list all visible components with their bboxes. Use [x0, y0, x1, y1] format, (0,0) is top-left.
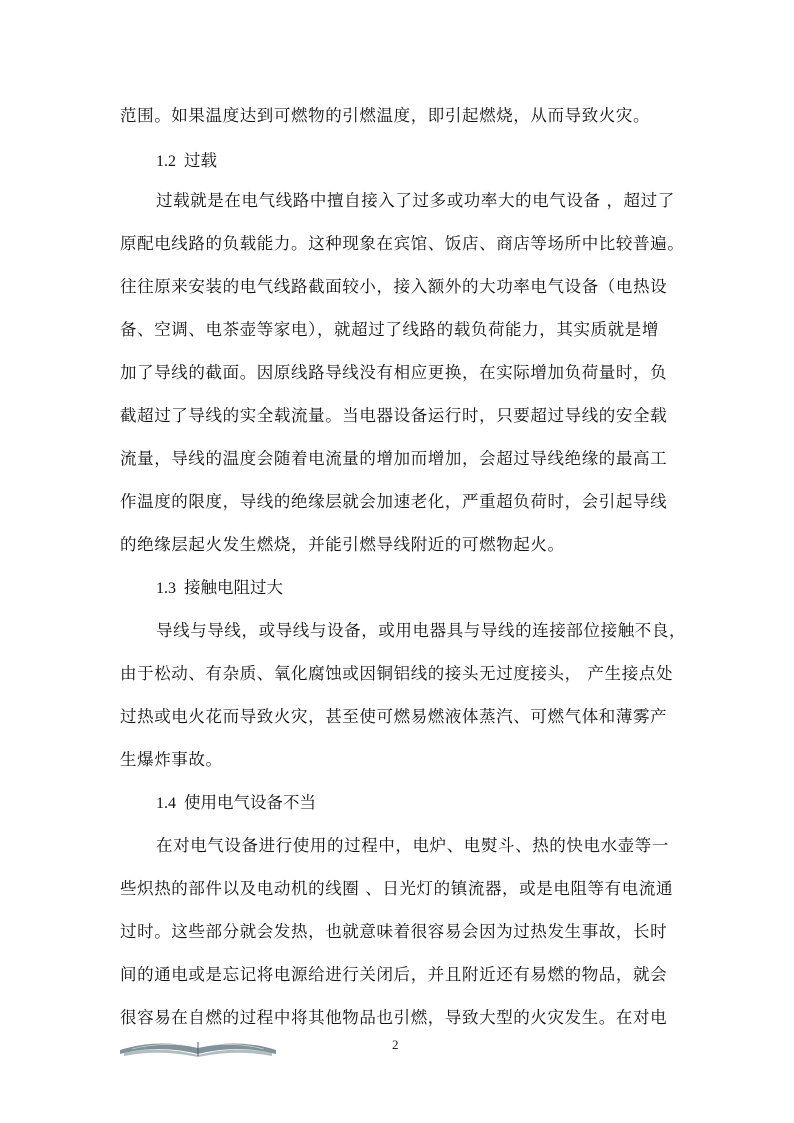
text-line: 由于松动、有杂质、氧化腐蚀或因铜铝线的接头无过度接头， 产生接点处: [120, 664, 674, 683]
text-line: 过热或电火花而导致火灾，甚至使可燃易燃液体蒸汽、可燃气体和薄雾产: [120, 707, 668, 726]
text-line: 些炽热的部件以及电动机的线圈 、日光灯的镇流器，或是电阻等有电流通: [120, 879, 674, 898]
heading-text: 接触电阻过大: [184, 578, 283, 597]
text-line: 间的通电或是忘记将电源给进行关闭后，并且附近还有易燃的物品，就会: [120, 965, 668, 984]
heading-number: 1.3: [156, 580, 176, 597]
heading-number: 1.2: [156, 153, 176, 170]
heading-text: 使用电气设备不当: [184, 793, 316, 812]
text-line: 范围。如果温度达到可燃物的引燃温度，即引起燃烧，从而导致火灾。: [120, 106, 651, 125]
text-line: 往往原来安装的电气线路截面较小，接入额外的大功率电气设备（电热设: [120, 277, 668, 296]
text-line: 生爆炸事故。: [120, 750, 223, 769]
text-line: 过载就是在电气线路中擅自接入了过多或功率大的电气设备 ，超过了: [156, 191, 675, 210]
text-line: 导线与导线，或导线与设备，或用电器具与导线的连接部位接触不良，: [156, 621, 687, 640]
section-heading-1-4: [156, 793, 316, 814]
open-book-logo-icon: [118, 1036, 278, 1058]
text-line: 流量，导线的温度会随着电流量的增加而增加，会超过导线绝缘的最高工: [120, 449, 668, 468]
text-line: 截超过了导线的实全载流量。当电器设备运行时，只要超过导线的安全载: [120, 406, 668, 425]
page-number: 2: [392, 1037, 399, 1052]
text-line: 原配电线路的负载能力。这种现象在宾馆、饭店、商店等场所中比较普遍。: [120, 234, 685, 253]
text-line: 作温度的限度，导线的绝缘层就会加速老化，严重超负荷时，会引起导线: [120, 492, 668, 511]
text-line: 备、空调、电茶壶等家电），就超过了线路的载负荷能力，其实质就是增: [120, 320, 659, 339]
text-line: 过时。这些部分就会发热，也就意味着很容易会因为过热发生事故，长时: [120, 922, 668, 941]
text-line: 在对电气设备进行使用的过程中，电炉、电熨斗、热的快电水壶等一: [156, 836, 669, 855]
text-line: 很容易在自燃的过程中将其他物品也引燃，导致大型的火灾发生。在对电: [120, 1008, 668, 1027]
section-heading-1-2: [156, 151, 217, 172]
heading-number: 1.4: [156, 795, 176, 812]
heading-text: 过载: [184, 151, 217, 170]
text-line: 加了导线的截面。因原线路导线没有相应更换，在实际增加负荷量时，负: [120, 363, 668, 382]
text-line: 的绝缘层起火发生燃烧，并能引燃导线附近的可燃物起火。: [120, 535, 565, 554]
section-heading-1-3: [156, 578, 283, 599]
